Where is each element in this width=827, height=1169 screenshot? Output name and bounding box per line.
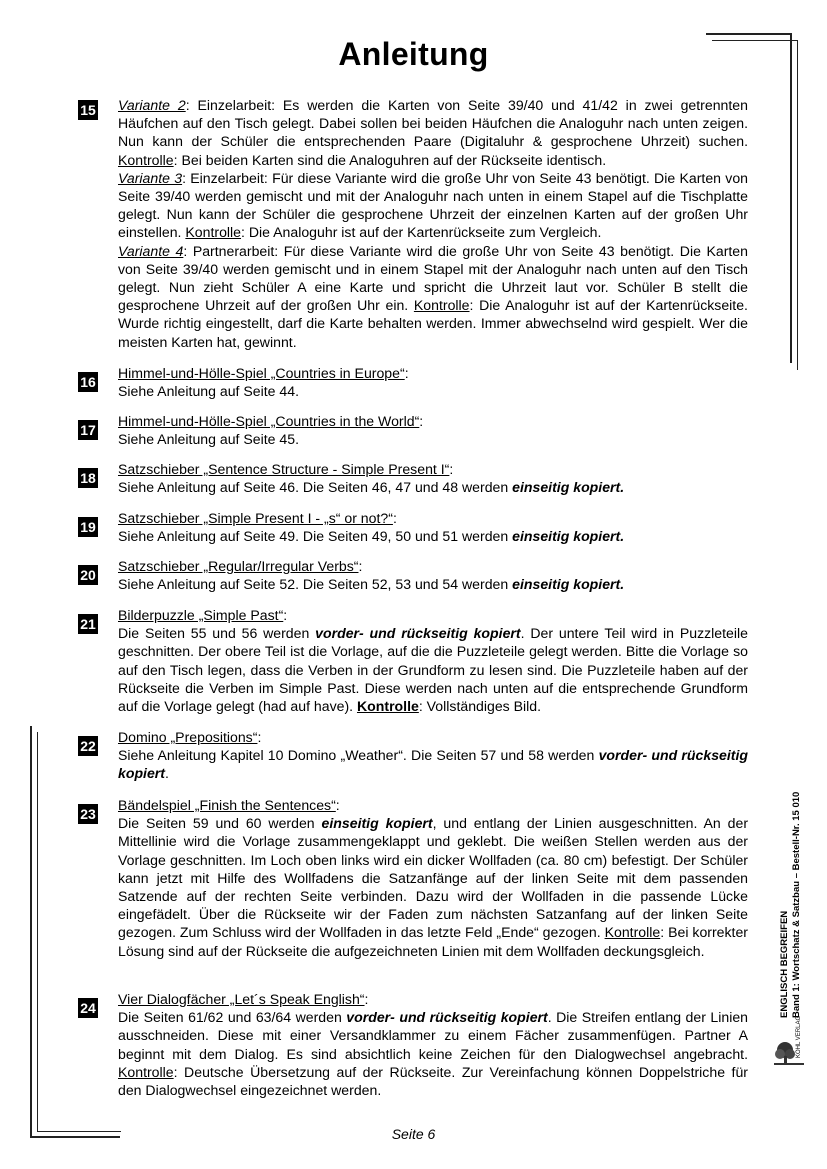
text-span: : Partnerarbeit: Für diese Variante wird die große Uhr von Seite 43 benötigt. Die Karten von Seite 39/40 werden gemischt und in einem Stapel mit der Analoguhr nach unten auf den Tisch gelegt. Nun zieht Schüler A eine Karte und spricht die Uhrzeit laut vor. Schüler B stellt die gesprochene Uhrzeit auf der großen Uhr ein. [118, 242, 748, 314]
paragraph [118, 96, 748, 169]
text-span: : Deutsche Übersetzung auf der Rückseite. Zur Vereinfachung können Doppelstriche für den Dialogwechsel eingezeichnet werden. [118, 1063, 748, 1099]
instruction-19 [78, 509, 748, 545]
paragraph [118, 1008, 748, 1099]
text-span: einseitig kopiert. [512, 528, 625, 545]
text-span: Siehe Anleitung auf Seite 45. [118, 431, 300, 448]
text-span: Siehe Anleitung auf Seite 49. Die Seiten 49, 50 und 51 werden [118, 528, 513, 545]
paragraph [118, 606, 748, 624]
text-span: : [404, 365, 409, 381]
text-span: Kontrolle [185, 224, 242, 241]
section-text [118, 606, 748, 715]
section-number-badge: 15 [78, 100, 98, 120]
text-span: Die Seiten 59 und 60 werden [118, 815, 322, 832]
text-span: Variante 4 [118, 242, 184, 259]
paragraph [118, 557, 748, 575]
text-span: : Einzelarbeit: Für diese Variante wird die große Uhr von Seite 43 benötigt. Die Karten von Seite 39/40 werden gemischt und mit der Analoguhr nach unten in einem Stapel auf die Tischplatte gelegt. Nun kann der Schüler die gesprochene Uhrzeit der einzelnen Karten auf der großen Uhr einstellen. [118, 169, 748, 241]
instruction-16 [78, 364, 748, 400]
paragraph [118, 169, 748, 242]
text-span: Himmel-und-Hölle-Spiel „Countries in the World“ [118, 413, 420, 429]
text-span: , und entlang der Linien ausgeschnitten. An der Mittellinie wird die Vorlage zusammengeklappt und geklebt. Die weißen Stellen werden aus der Vorlage geschnitten. Im Loch oben links wird ein dicker Wollfaden (ca. 80 cm) befestigt. Der Schüler kann jetzt mit Hilfe des Wollfadens die Satzanfänge auf der linken Seite mit dem passenden Satzende auf der rechten Seite verbinden. Dazu wird der Wollfaden in die passende Lücke eingefädelt. Über die Rückseite wir der Faden zum nächsten Satzanfang auf der linken Seite gezogen. Zum Schluss wird der Wollfaden in das letzte Feld „Ende“ gezogen. [118, 815, 749, 941]
text-span: : [419, 413, 424, 429]
paragraph [118, 746, 748, 782]
text-span: Siehe Anleitung auf Seite 46. Die Seiten 46, 47 und 48 werden [118, 479, 513, 496]
page-number: Seite 6 [391, 1126, 436, 1142]
section-text [118, 796, 748, 960]
section-text [118, 557, 748, 593]
text-span: Variante 3 [118, 169, 183, 186]
section-number-badge: 19 [78, 517, 98, 537]
instruction-15 [78, 96, 748, 351]
paragraph [118, 796, 748, 814]
paragraph [118, 990, 748, 1008]
text-span: Kontrolle [118, 151, 174, 168]
text-span: Vier Dialogfächer „Let´s Speak English“ [118, 991, 365, 1007]
text-span: Die Seiten 55 und 56 werden [118, 625, 316, 642]
section-number-badge: 22 [78, 736, 98, 756]
section-number-badge: 17 [78, 420, 98, 440]
text-span: vorder- und rückseitig kopiert [315, 625, 521, 642]
text-span: Satzschieber „Simple Present I - „s“ or not?“ [118, 510, 393, 526]
paragraph [118, 478, 748, 496]
paragraph [118, 412, 748, 430]
text-span: vorder- und rückseitig kopiert [346, 1009, 548, 1026]
text-span: einseitig kopiert [321, 815, 433, 832]
section-text [118, 96, 748, 351]
text-span: Die Seiten 61/62 und 63/64 werden [118, 1009, 347, 1026]
paragraph [118, 509, 748, 527]
text-span: Siehe Anleitung auf Seite 52. Die Seiten 52, 53 und 54 werden [118, 576, 513, 593]
instruction-18 [78, 460, 748, 496]
text-span: . [165, 765, 169, 782]
text-span: Kontrolle [118, 1063, 174, 1080]
instruction-23 [78, 796, 748, 960]
text-span: Siehe Anleitung Kapitel 10 Domino „Weather“. Die Seiten 57 und 58 werden [118, 747, 599, 764]
sidebar-volume: Band 1: Wortschatz & Satzbau – Bestell-Nr. 15 010 [791, 791, 802, 1018]
page-title: Anleitung [338, 36, 489, 72]
paragraph [118, 430, 748, 448]
text-span: : Bei beiden Karten sind die Analoguhren auf der Rückseite identisch. [173, 151, 607, 168]
frame-top-right-v2 [797, 40, 798, 370]
text-span: : Die Analoguhr ist auf der Kartenrückseite zum Vergleich. [241, 224, 602, 241]
text-span: : Vollständiges Bild. [418, 698, 542, 715]
text-span: : [257, 729, 262, 745]
text-span: : Bei korrekter Lösung sind auf der Rückseite die aufgezeichneten Linien mit dem Wollfaden deckungsgleich. [118, 924, 748, 959]
instruction-22 [78, 728, 748, 783]
section-text [118, 364, 748, 400]
publisher-name: KOHL VERLAG [796, 1015, 802, 1058]
section-number-badge: 24 [78, 998, 98, 1018]
text-span: einseitig kopiert. [512, 479, 625, 496]
text-span: : [358, 558, 363, 574]
section-text [118, 412, 748, 448]
text-span: : [335, 797, 340, 813]
text-span: Variante 2 [118, 97, 186, 113]
text-span: Domino „Prepositions“ [118, 729, 258, 745]
frame-top-right-v [790, 33, 792, 363]
sidebar-series: ENGLISCH BEGREIFEN [779, 910, 790, 1018]
section-text [118, 990, 748, 1099]
text-span: einseitig kopiert. [512, 576, 625, 593]
text-span: Kontrolle [356, 698, 419, 715]
text-span: Kontrolle [604, 924, 661, 941]
publisher-logo [772, 1015, 806, 1068]
instruction-21 [78, 606, 748, 715]
text-span: : [449, 461, 454, 477]
section-text [118, 460, 748, 496]
section-text [118, 728, 748, 783]
text-span: . Der untere Teil wird in Puzzleteile geschnitten. Der obere Teil ist die Vorlage, auf die die Puzzleteile gelegt werden. Bitte die Vorlage so auf den Tisch legen, dass die Verben in der Grundform zu lesen sind. Die Puzzleteile haben auf der Rückseite die Verben im Simple Past. Diese werden nach unten auf die entsprechende Grundform auf die Vorlage gelegt (had auf have). [118, 625, 748, 715]
section-number-badge: 18 [78, 468, 98, 488]
text-span: : [364, 991, 369, 1007]
paragraph [118, 575, 748, 593]
section-number-badge: 16 [78, 372, 98, 392]
section-number-badge: 20 [78, 565, 98, 585]
text-span: Bilderpuzzle „Simple Past“ [118, 607, 284, 623]
text-span: Kontrolle [413, 297, 470, 314]
section-text [118, 509, 748, 545]
text-span: : Einzelarbeit: Es werden die Karten von Seite 39/40 und 41/42 in zwei getrennten Häufchen auf den Tisch gelegt. Dabei sollen bei beiden Häufchen die Analoguhr nach unten zeigen. Nun kann der Schüler die entsprechenden Paare (Digitaluhr & gesprochene Uhrzeit) suchen. [118, 97, 748, 150]
section-number-badge: 23 [78, 804, 98, 824]
paragraph [118, 814, 748, 960]
text-span: Satzschieber „Regular/Irregular Verbs“ [118, 558, 359, 574]
instruction-24 [78, 990, 748, 1099]
text-span: : Die Analoguhr ist auf der Kartenrückseite. Wurde richtig eingestellt, darf die Karte behalten werden. Immer abwechselnd wird gespielt. Wer die meisten Karten hat, gewinnt. [118, 297, 748, 350]
paragraph [118, 242, 748, 351]
text-span: Satzschieber „Sentence Structure - Simple Present I“ [118, 461, 450, 477]
text-span: Bändelspiel „Finish the Sentences“ [118, 797, 336, 813]
paragraph [118, 364, 748, 382]
paragraph [118, 728, 748, 746]
frame-bottom-left-v2 [37, 732, 38, 1132]
frame-top-right-h [706, 33, 792, 35]
sidebar-order-info [765, 760, 805, 1020]
frame-bottom-left-v [30, 726, 32, 1138]
text-span: : [392, 510, 397, 526]
paragraph [118, 382, 748, 400]
paragraph [118, 527, 748, 545]
text-span: vorder- und rückseitig kopiert [118, 747, 749, 782]
instruction-20 [78, 557, 748, 593]
text-span: . Die Streifen entlang der Linien ausschneiden. Diese mit einer Versandklammer zu einem Fächer zusammenfügen. Partner A beginnt mit dem Dialog. Es sind absichtlich keine Zeichen für den Dialogwechsel angebracht. [118, 1009, 749, 1062]
paragraph [118, 460, 748, 478]
text-span: Himmel-und-Hölle-Spiel „Countries in Europe“ [118, 365, 405, 381]
instruction-17 [78, 412, 748, 448]
text-span: Siehe Anleitung auf Seite 44. [118, 383, 300, 400]
text-span: : [283, 607, 288, 623]
paragraph [118, 624, 748, 715]
section-number-badge: 21 [78, 614, 98, 634]
